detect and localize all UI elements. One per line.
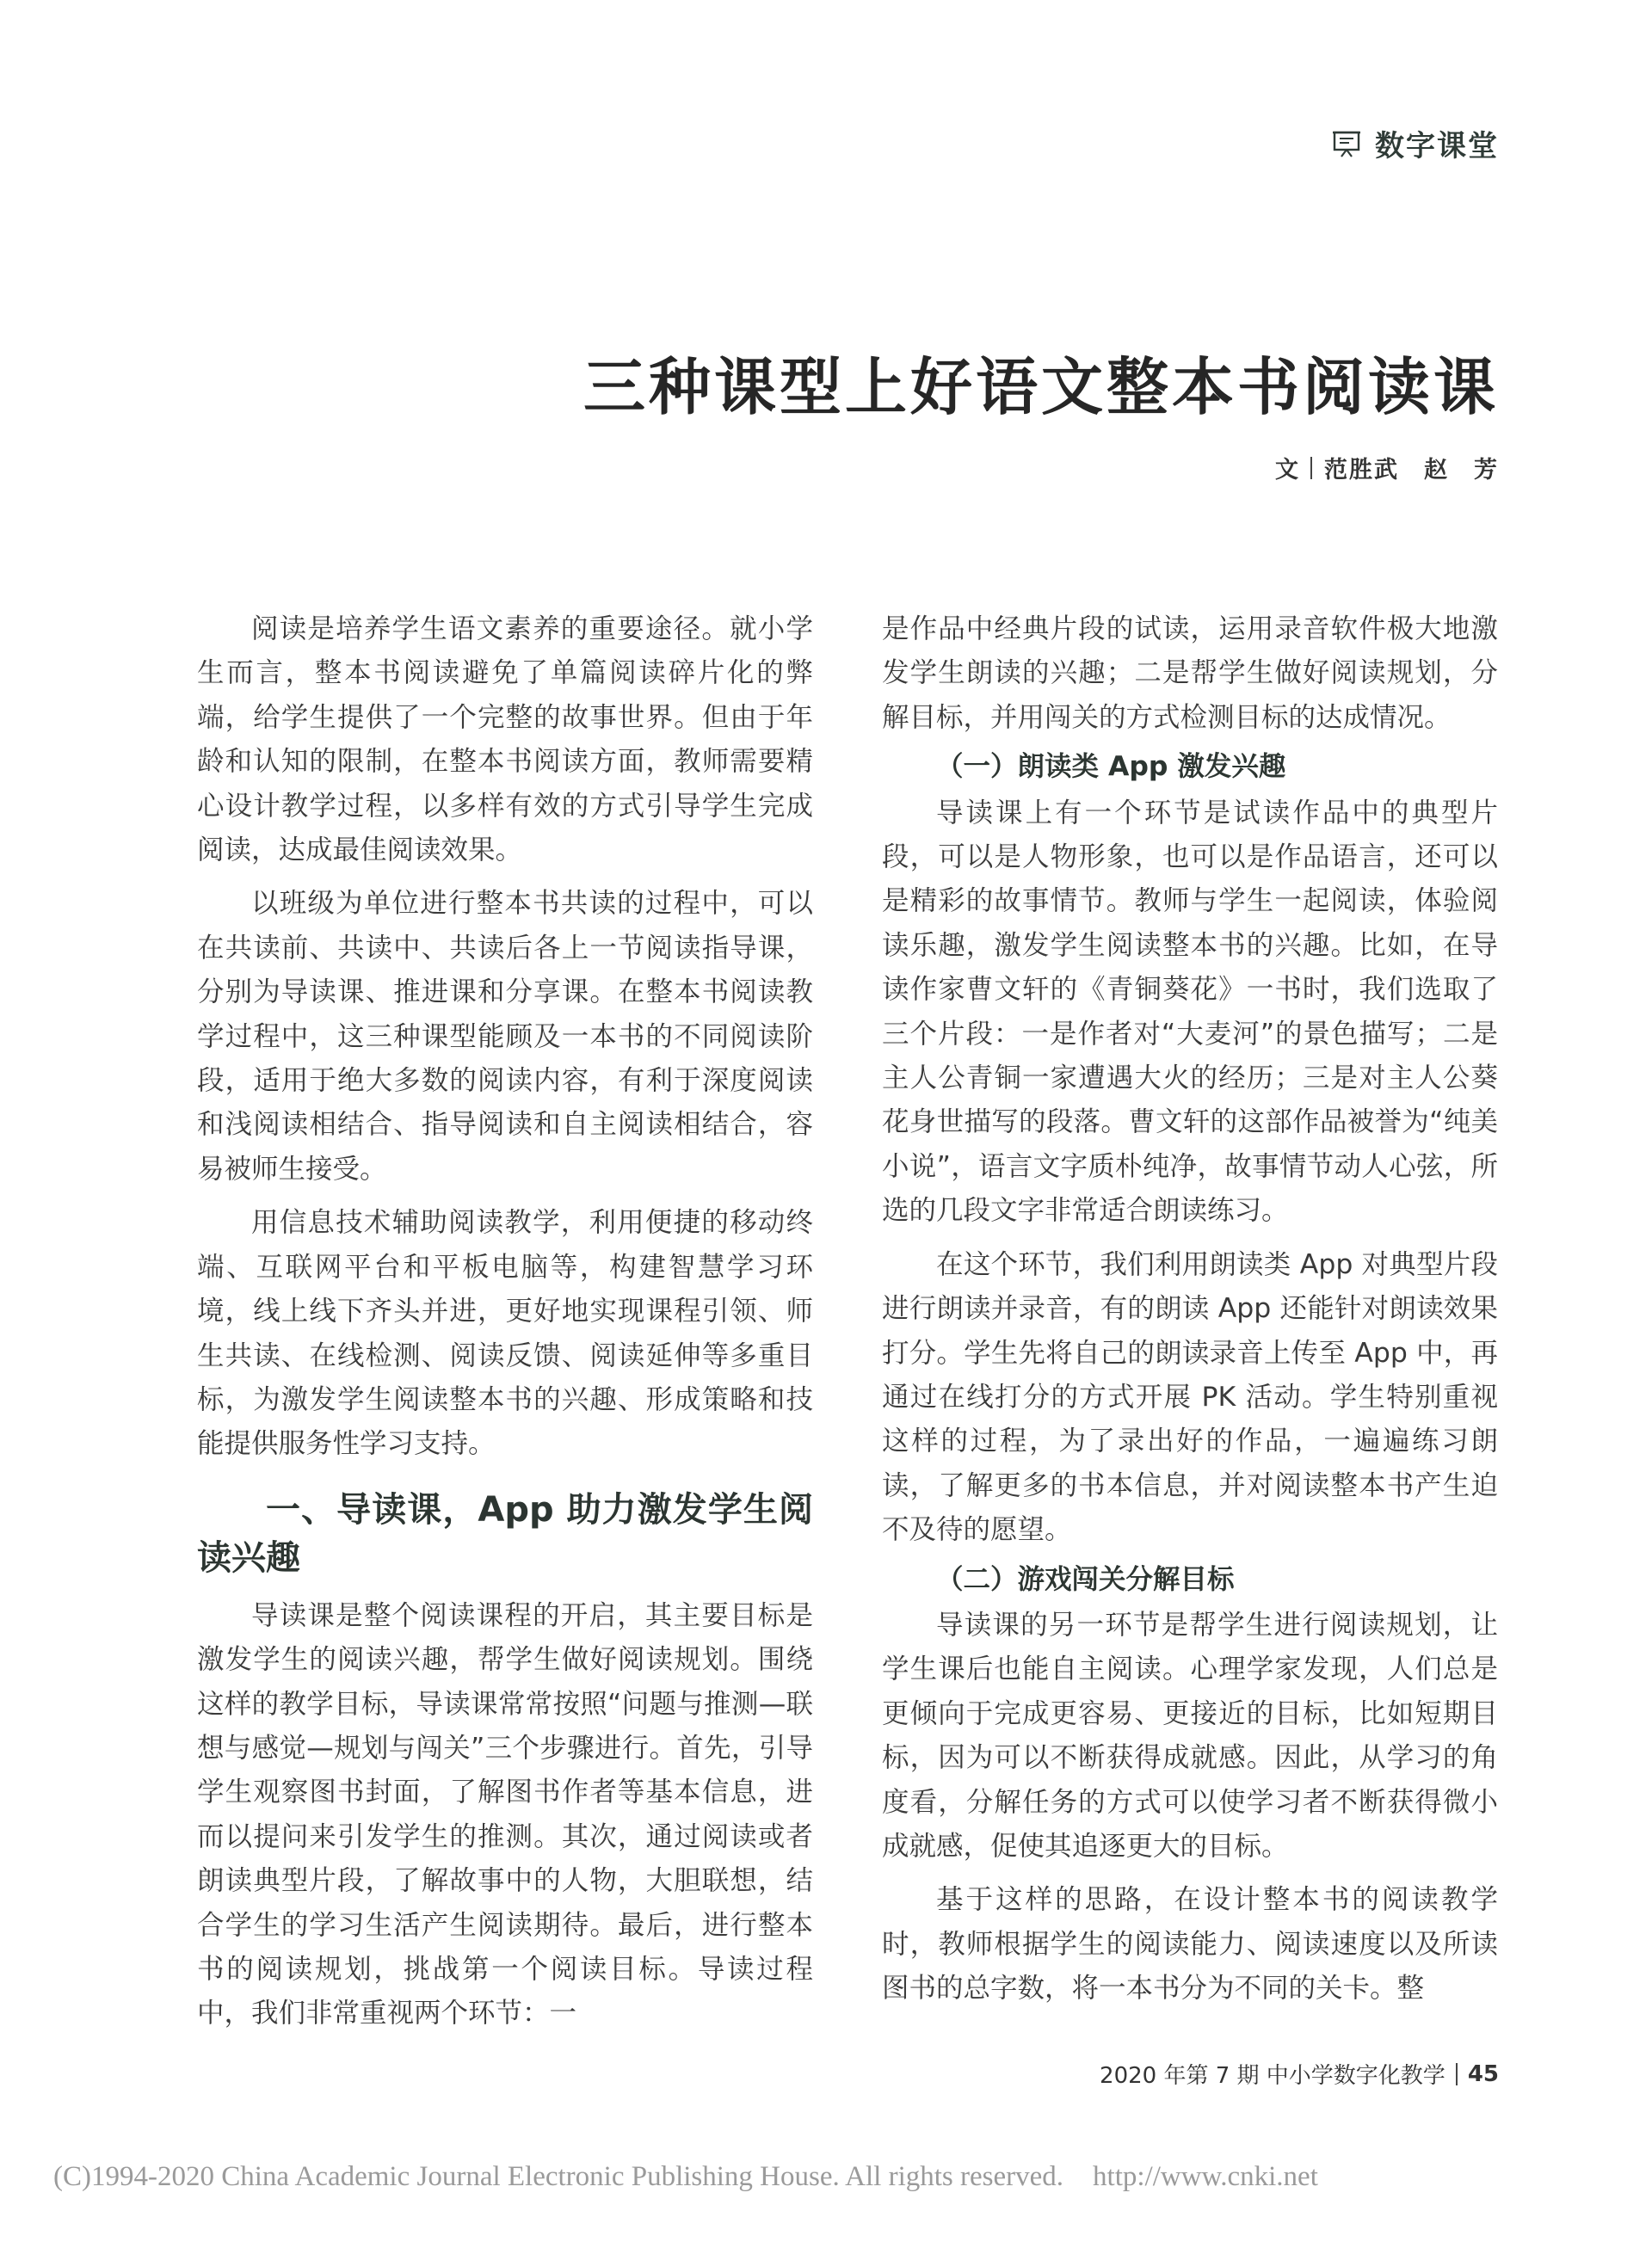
- right-column: [882, 607, 1498, 2011]
- paragraph: 用信息技术辅助阅读教学，利用便捷的移动终端、互联网平台和平板电脑等，构建智慧学习环境，线上线下齐头并进，更好地实现课程引领、师生共读、在线检测、阅读反馈、阅读延伸等多重目标，为激发学生阅读整本书的兴趣、形成策略和技能提供服务性学习支持。: [197, 1207, 813, 1460]
- paragraph: 在这个环节，我们利用朗读类 App 对典型片段进行朗读并录音，有的朗读 App 还能针对朗读效果打分。学生先将自己的朗读录音上传至 App 中，再通过在线打分的方式开展 PK 活动。学生特别重视这样的过程，为了录出好的作品，一遍遍练习朗读，了解更多的书本信息，并对阅读整本书产生迫不及待的愿望。: [882, 1248, 1498, 1546]
- byline-divider: [1310, 457, 1312, 479]
- page-footer: [1100, 2058, 1499, 2090]
- article-title: 三种课型上好语文整本书阅读课: [583, 351, 1499, 423]
- footer-divider: [1456, 2063, 1458, 2085]
- byline-prefix: 文: [1275, 457, 1298, 484]
- section-heading: 一、导读课，App 助力激发学生阅读兴趣: [197, 1489, 813, 1578]
- journal-issue: 2020 年第 7 期 中小学数字化教学: [1100, 2063, 1446, 2089]
- section-header: [1332, 122, 1499, 164]
- copyright-notice: (C)1994-2020 China Academic Journal Electronic Publishing House. All rights reserved.: [53, 2161, 1064, 2192]
- section-label: 数字课堂: [1375, 129, 1499, 163]
- paragraph: 阅读是培养学生语文素养的重要途径。就小学生而言，整本书阅读避免了单篇阅读碎片化的弊端，给学生提供了一个完整的故事世界。但由于年龄和认知的限制，在整本书阅读方面，教师需要精心设计教学过程，以多样有效的方式引导学生完成阅读，达成最佳阅读效果。: [197, 613, 813, 866]
- paragraph: 导读课是整个阅读课程的开启，其主要目标是激发学生的阅读兴趣，帮学生做好阅读规划。围绕这样的教学目标，导读课常常按照“问题与推测—联想与感觉—规划与闯关”三个步骤进行。首先，引导学生观察图书封面，了解图书作者等基本信息，进而以提问来引发学生的推测。其次，通过阅读或者朗读典型片段，了解故事中的人物，大胆联想，结合学生的学习生活产生阅读期待。最后，进行整本书的阅读规划，挑战第一个阅读目标。导读过程中，我们非常重视两个环节：一: [197, 1599, 813, 2030]
- paragraph: 以班级为单位进行整本书共读的过程中，可以在共读前、共读中、共读后各上一节阅读指导课，分别为导读课、推进课和分享课。在整本书阅读教学过程中，这三种课型能顾及一本书的不同阅读阶段，适用于绝大多数的阅读内容，有利于深度阅读和浅阅读相结合、指导阅读和自主阅读相结合，容易被师生接受。: [197, 888, 813, 1185]
- presentation-board-icon: [1332, 129, 1361, 158]
- left-column: [197, 607, 813, 2036]
- copyright-watermark: [53, 2161, 1318, 2193]
- page-number: 45: [1467, 2060, 1499, 2087]
- subsection-heading: （一）朗读类 App 激发兴趣: [936, 751, 1286, 783]
- paragraph: 导读课上有一个环节是试读作品中的典型片段，可以是人物形象，也可以是作品语言，还可以是精彩的故事情节。教师与学生一起阅读，体验阅读乐趣，激发学生阅读整本书的兴趣。比如，在导读作家曹文轩的《青铜葵花》一书时，我们选取了三个片段：一是作者对“大麦河”的景色描写；二是主人公青铜一家遭遇大火的经历；三是对主人公葵花身世描写的段落。曹文轩的这部作品被誉为“纯美小说”，语言文字质朴纯净，故事情节动人心弦，所选的几段文字非常适合朗读练习。: [882, 797, 1498, 1227]
- byline: [1275, 451, 1499, 484]
- paragraph-continued: 是作品中经典片段的试读，运用录音软件极大地激发学生朗读的兴趣；二是帮学生做好阅读规划，分解目标，并用闯关的方式检测目标的达成情况。: [882, 613, 1498, 733]
- subsection-heading: （二）游戏闯关分解目标: [936, 1563, 1235, 1595]
- paragraph: 导读课的另一环节是帮学生进行阅读规划，让学生课后也能自主阅读。心理学家发现，人们总是更倾向于完成更容易、更接近的目标，比如短期目标，因为可以不断获得成就感。因此，从学习的角度看，分解任务的方式可以使学习者不断获得微小成就感，促使其追逐更大的目标。: [882, 1609, 1498, 1862]
- author-names: 范胜武 赵 芳: [1324, 457, 1499, 484]
- paragraph: 基于这样的思路，在设计整本书的阅读教学时，教师根据学生的阅读能力、阅读速度以及所读图书的总字数，将一本书分为不同的关卡。整: [882, 1884, 1498, 2005]
- copyright-url: http://www.cnki.net: [1093, 2161, 1318, 2192]
